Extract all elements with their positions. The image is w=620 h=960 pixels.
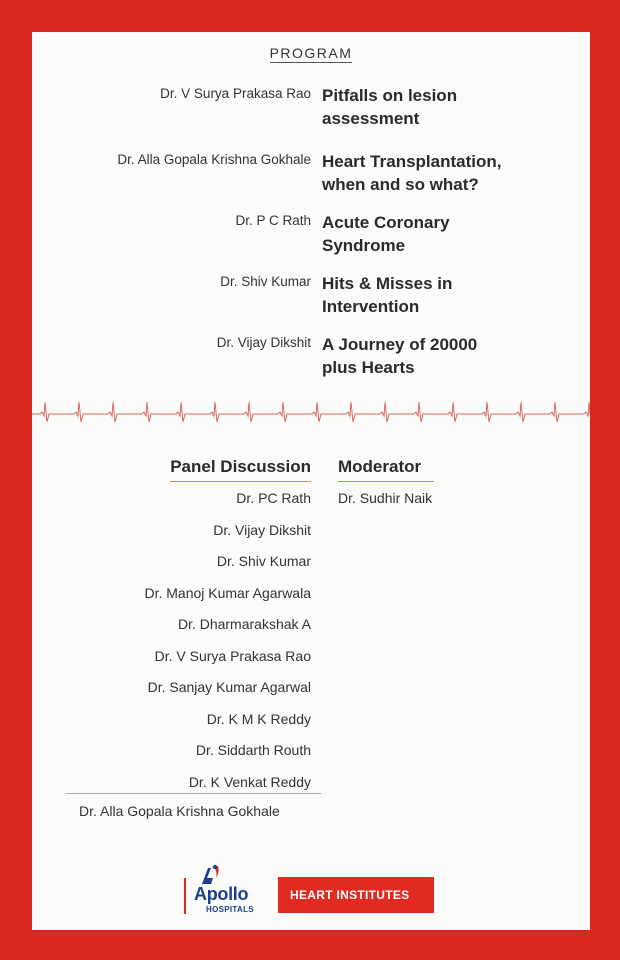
heart-institutes-badge: HEART INSTITUTES — [278, 877, 434, 913]
panel-member: Dr. PC Rath — [236, 490, 311, 506]
panel-member: Dr. Siddarth Routh — [195, 742, 311, 758]
talk-item — [32, 272, 590, 324]
panel-member: Dr. Shiv Kumar — [216, 553, 311, 569]
ecg-line-divider — [32, 400, 590, 424]
panel-discussion-heading: Panel Discussion — [170, 457, 311, 482]
program-title: PROGRAM — [269, 45, 353, 61]
panel-member: Dr. Alla Gopala Krishna Gokhale — [79, 803, 280, 819]
talk-topic: Pitfalls on lesion assessment — [322, 86, 458, 128]
panel-divider-line — [66, 793, 321, 794]
talk-topic: Acute Coronary Syndrome — [322, 213, 450, 255]
apollo-emblem-icon — [198, 864, 224, 886]
talk-topic: Heart Transplantation, when and so what? — [322, 152, 502, 194]
panel-member: Dr. K M K Reddy — [206, 710, 311, 727]
panel-member: Dr. K Venkat Reddy — [188, 773, 311, 790]
talk-item — [32, 150, 590, 202]
logo-wordmark: Apollo — [194, 884, 249, 904]
panel-member: Dr. Sanjay Kumar Agarwal — [147, 679, 311, 695]
panel-member: Dr. Dharmarakshak A — [177, 616, 311, 632]
panel-member: Dr. V Surya Prakasa Rao — [154, 647, 311, 664]
talk-topic: Hits & Misses in Intervention — [322, 274, 453, 316]
panel-member: Dr. Vijay Dikshit — [213, 521, 311, 538]
talk-item — [32, 84, 590, 136]
talk-speaker: Dr. Alla Gopala Krishna Gokhale — [117, 152, 311, 167]
talk-speaker: Dr. Shiv Kumar — [220, 274, 311, 289]
talk-topic: A Journey of 20000 plus Hearts — [322, 335, 478, 377]
logo-subtitle: HOSPITALS — [206, 905, 254, 914]
program-card — [32, 32, 590, 930]
talk-speaker: Dr. P C Rath — [235, 213, 311, 228]
talk-item — [32, 333, 590, 385]
talk-item — [32, 211, 590, 263]
moderator-heading: Moderator — [338, 457, 434, 482]
talk-speaker: Dr. V Surya Prakasa Rao — [160, 86, 311, 101]
apollo-logo — [190, 864, 280, 920]
moderator-name: Dr. Sudhir Naik — [338, 490, 433, 506]
footer-separator — [184, 878, 186, 914]
talk-speaker: Dr. Vijay Dikshit — [216, 335, 311, 350]
panel-member: Dr. Manoj Kumar Agarwala — [144, 584, 311, 601]
